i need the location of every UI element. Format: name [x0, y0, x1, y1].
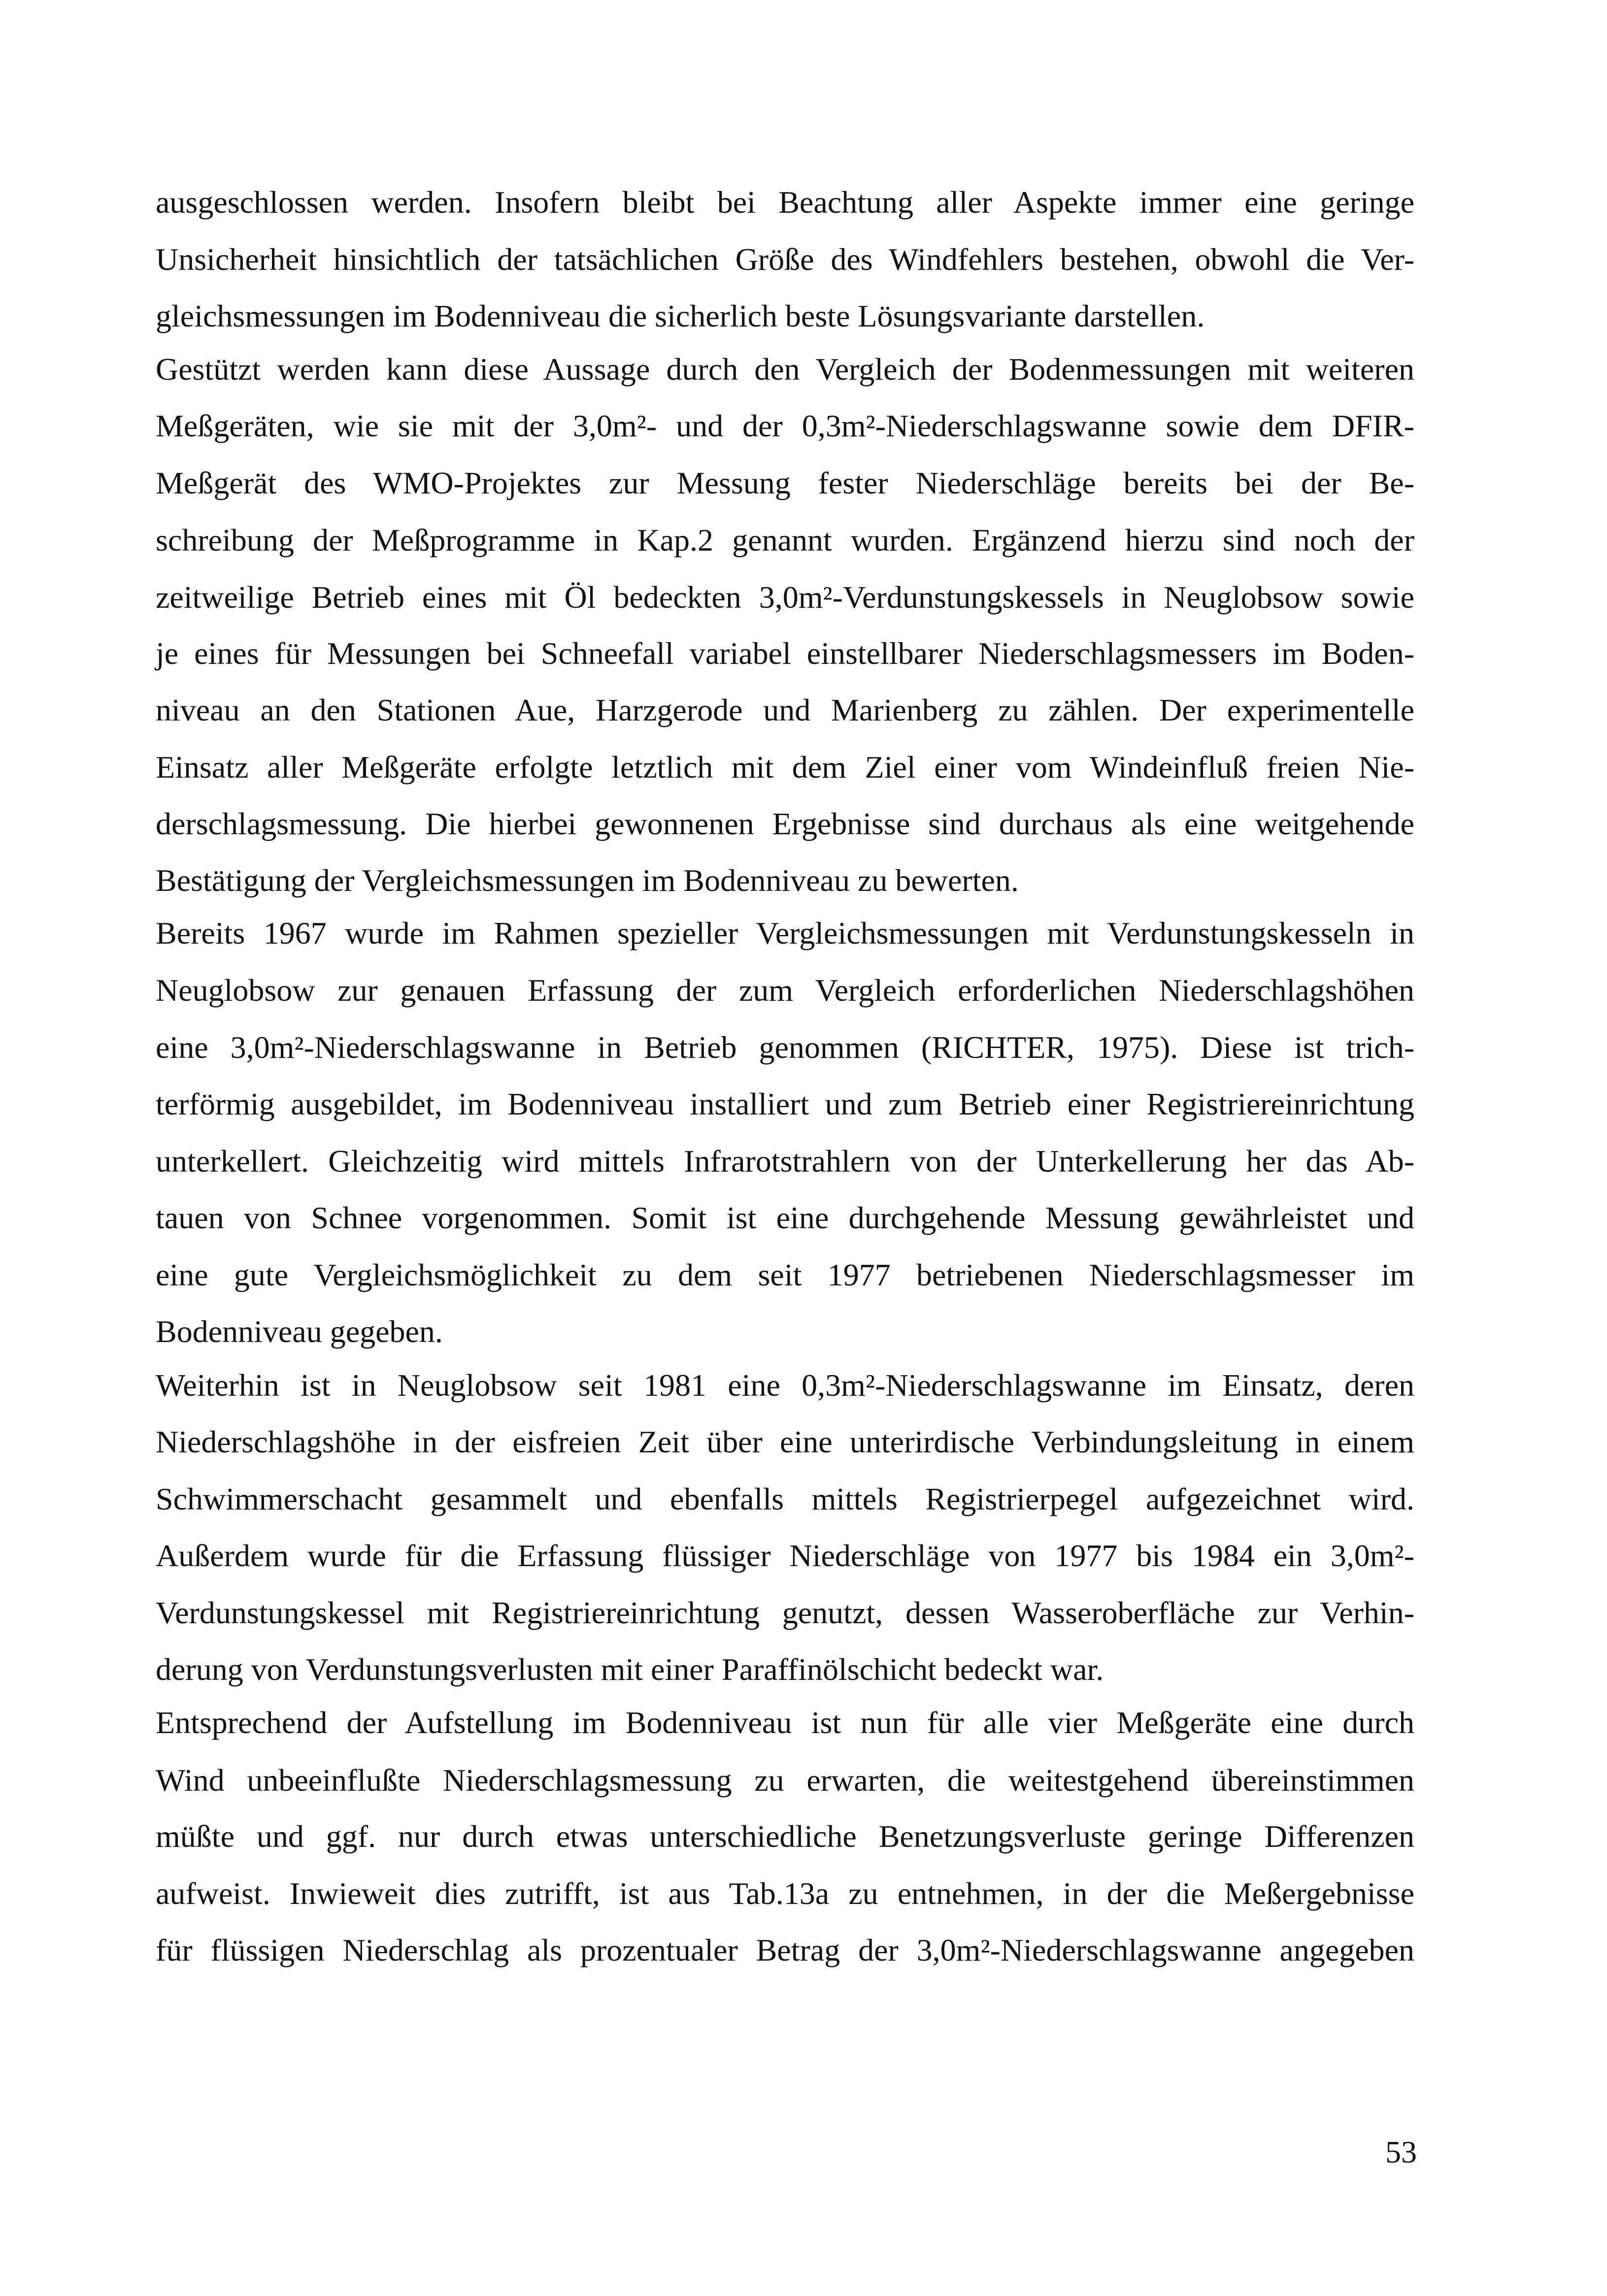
text-line: Niederschlagshöhe in der eisfreien Zeit über eine unterirdische Verbindungsleitung in einem	[156, 1424, 1414, 1459]
text-line: Wind unbeeinflußte Niederschlagsmessung zu erwarten, die weitestgehend übereinstimmen	[156, 1763, 1414, 1798]
text-line: Bestätigung der Vergleichsmessungen im Bodenniveau zu bewerten.	[156, 863, 1019, 898]
text-line: gleichsmessungen im Bodenniveau die sicherlich beste Lösungsvariante darstellen.	[156, 298, 1205, 333]
text-line: Neuglobsow zur genauen Erfassung der zum Vergleich erforderlichen Niederschlagshöhen	[156, 973, 1414, 1008]
text-line: eine 3,0m²-Niederschlagswanne in Betrieb genommen (RICHTER, 1975). Diese ist trich-	[156, 1030, 1414, 1065]
page-number: 53	[1385, 2134, 1417, 2169]
text-line: zeitweilige Betrieb eines mit Öl bedeckten 3,0m²-Verdunstungskessels in Neuglobsow sowie	[156, 580, 1414, 615]
text-line: Verdunstungskessel mit Registriereinrichtung genutzt, dessen Wasseroberfläche zur Verhin-	[156, 1595, 1414, 1630]
text-line: Außerdem wurde für die Erfassung flüssiger Niederschläge von 1977 bis 1984 ein 3,0m²-	[156, 1538, 1414, 1573]
text-line: eine gute Vergleichsmöglichkeit zu dem seit 1977 betriebenen Niederschlagsmesser im	[156, 1257, 1414, 1292]
text-line: Schwimmerschacht gesammelt und ebenfalls mittels Registrierpegel aufgezeichnet wird.	[156, 1481, 1414, 1516]
text-line: schreibung der Meßprogramme in Kap.2 genannt wurden. Ergänzend hierzu sind noch der	[156, 523, 1414, 558]
text-line: für flüssigen Niederschlag als prozentualer Betrag der 3,0m²-Niederschlagswanne angegeben	[156, 1933, 1414, 1968]
text-line: unterkellert. Gleichzeitig wird mittels Infrarotstrahlern von der Unterkellerung her das Ab-	[156, 1144, 1414, 1179]
text-line: Meßgerät des WMO-Projektes zur Messung fester Niederschläge bereits bei der Be-	[156, 465, 1414, 500]
text-line: Bereits 1967 wurde im Rahmen spezieller Vergleichsmessungen mit Verdunstungskesseln in	[156, 916, 1414, 951]
text-line: je eines für Messungen bei Schneefall variabel einstellbarer Niederschlagsmessers im Boden-	[156, 636, 1414, 671]
text-line: derschlagsmessung. Die hierbei gewonnenen Ergebnisse sind durchaus als eine weitgehende	[156, 806, 1414, 841]
text-line: Entsprechend der Aufstellung im Bodenniveau ist nun für alle vier Meßgeräte eine durch	[156, 1705, 1414, 1740]
text-line: Einsatz aller Meßgeräte erfolgte letztlich mit dem Ziel einer vom Windeinfluß freien Nie-	[156, 750, 1414, 785]
text-line: niveau an den Stationen Aue, Harzgerode und Marienberg zu zählen. Der experimentelle	[156, 692, 1414, 727]
text-line: Unsicherheit hinsichtlich der tatsächlichen Größe des Windfehlers bestehen, obwohl die Ver-	[156, 242, 1414, 277]
text-line: Weiterhin ist in Neuglobsow seit 1981 eine 0,3m²-Niederschlagswanne im Einsatz, deren	[156, 1368, 1414, 1403]
text-line: tauen von Schnee vorgenommen. Somit ist eine durchgehende Messung gewährleistet und	[156, 1200, 1414, 1235]
text-line: ausgeschlossen werden. Insofern bleibt bei Beachtung aller Aspekte immer eine geringe	[156, 185, 1414, 220]
text-line: müßte und ggf. nur durch etwas unterschiedliche Benetzungsverluste geringe Differenzen	[156, 1819, 1414, 1854]
text-line: Bodenniveau gegeben.	[156, 1314, 443, 1349]
text-line: aufweist. Inwieweit dies zutrifft, ist aus Tab.13a zu entnehmen, in der die Meßergebnisse	[156, 1876, 1414, 1911]
text-line: Gestützt werden kann diese Aussage durch den Vergleich der Bodenmessungen mit weiteren	[156, 352, 1414, 387]
text-line: derung von Verdunstungsverlusten mit einer Paraffinölschicht bedeckt war.	[156, 1652, 1104, 1687]
text-line: Meßgeräten, wie sie mit der 3,0m²- und der 0,3m²-Niederschlagswanne sowie dem DFIR-	[156, 408, 1414, 443]
text-line: terförmig ausgebildet, im Bodenniveau installiert und zum Betrieb einer Registriereinrichtung	[156, 1086, 1414, 1121]
